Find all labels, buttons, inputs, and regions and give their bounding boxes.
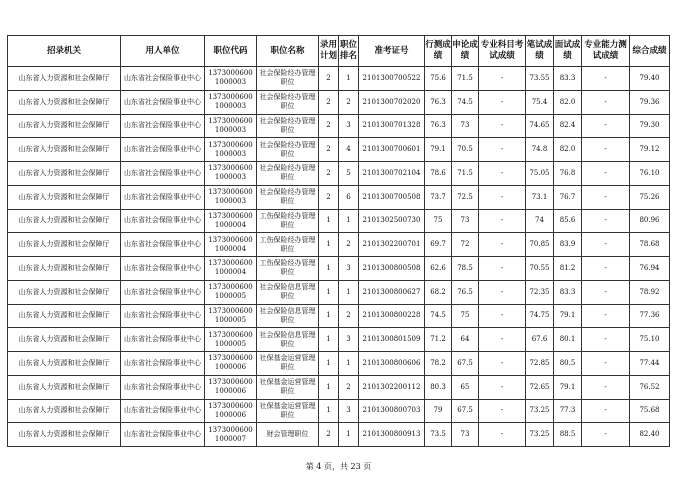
agency-cell: 山东省人力资源和社会保障厅 xyxy=(8,304,121,328)
interview-score-cell: 81.2 xyxy=(554,257,582,281)
total-score-cell: 82.40 xyxy=(630,423,670,447)
ability-score-cell: - xyxy=(582,114,630,138)
total-score-cell: 79.12 xyxy=(630,138,670,162)
score-table xyxy=(7,35,670,447)
table-row xyxy=(8,352,670,376)
position-rank-cell: 2 xyxy=(339,90,359,114)
ability-score-cell: - xyxy=(582,67,630,91)
shenlun-score-cell: 71.5 xyxy=(452,67,479,91)
unit-cell: 山东省社会保险事业中心 xyxy=(121,138,205,162)
unit-cell: 山东省社会保险事业中心 xyxy=(121,375,205,399)
position-rank-cell: 6 xyxy=(339,185,359,209)
unit-cell: 山东省社会保险事业中心 xyxy=(121,114,205,138)
interview-score-cell: 76.7 xyxy=(554,185,582,209)
position-name-cell: 社会保险经办管理职位 xyxy=(257,90,319,114)
shenlun-score-cell: 72 xyxy=(452,233,479,257)
position-code-cell: 1373000600 1000005 xyxy=(205,328,257,352)
total-score-cell: 79.30 xyxy=(630,114,670,138)
hiring-plan-cell: 1 xyxy=(319,399,339,423)
agency-cell: 山东省人力资源和社会保障厅 xyxy=(8,185,121,209)
shenlun-score-cell: 70.5 xyxy=(452,138,479,162)
unit-cell: 山东省社会保险事业中心 xyxy=(121,90,205,114)
xingce-score-cell: 71.2 xyxy=(425,328,452,352)
written-score-cell: 67.6 xyxy=(526,328,554,352)
table-row xyxy=(8,399,670,423)
total-score-cell: 78.68 xyxy=(630,233,670,257)
table-row xyxy=(8,114,670,138)
position-code-cell: 1373000600 1000007 xyxy=(205,423,257,447)
professional-score-cell: - xyxy=(479,138,526,162)
table-row xyxy=(8,304,670,328)
header-cell: 招录机关 xyxy=(8,36,121,67)
interview-score-cell: 79.1 xyxy=(554,304,582,328)
position-rank-cell: 1 xyxy=(339,67,359,91)
ability-score-cell: - xyxy=(582,375,630,399)
table-row xyxy=(8,90,670,114)
ticket-number-cell: 2101302500730 xyxy=(359,209,425,233)
interview-score-cell: 80.1 xyxy=(554,328,582,352)
ability-score-cell: - xyxy=(582,280,630,304)
position-rank-cell: 2 xyxy=(339,233,359,257)
total-score-cell: 77.44 xyxy=(630,352,670,376)
agency-cell: 山东省人力资源和社会保障厅 xyxy=(8,209,121,233)
xingce-score-cell: 79.1 xyxy=(425,138,452,162)
unit-cell: 山东省社会保险事业中心 xyxy=(121,280,205,304)
unit-cell: 山东省社会保险事业中心 xyxy=(121,162,205,186)
shenlun-score-cell: 75 xyxy=(452,304,479,328)
professional-score-cell: - xyxy=(479,185,526,209)
shenlun-score-cell: 74.5 xyxy=(452,90,479,114)
unit-cell: 山东省社会保险事业中心 xyxy=(121,185,205,209)
position-name-cell: 工伤保险经办管理职位 xyxy=(257,209,319,233)
table-row xyxy=(8,185,670,209)
agency-cell: 山东省人力资源和社会保障厅 xyxy=(8,90,121,114)
position-name-cell: 社保基金运营管理职位 xyxy=(257,352,319,376)
hiring-plan-cell: 1 xyxy=(319,233,339,257)
hiring-plan-cell: 1 xyxy=(319,375,339,399)
header-cell: 用人单位 xyxy=(121,36,205,67)
written-score-cell: 74.75 xyxy=(526,304,554,328)
header-cell: 面试成绩 xyxy=(554,36,582,67)
header-cell: 行测成绩 xyxy=(425,36,452,67)
hiring-plan-cell: 2 xyxy=(319,90,339,114)
position-code-cell: 1373000600 1000004 xyxy=(205,209,257,233)
xingce-score-cell: 75 xyxy=(425,209,452,233)
table-row xyxy=(8,423,670,447)
position-rank-cell: 2 xyxy=(339,304,359,328)
ability-score-cell: - xyxy=(582,352,630,376)
header-cell: 职位名称 xyxy=(257,36,319,67)
ability-score-cell: - xyxy=(582,304,630,328)
hiring-plan-cell: 1 xyxy=(319,257,339,281)
ability-score-cell: - xyxy=(582,423,630,447)
shenlun-score-cell: 73 xyxy=(452,114,479,138)
ticket-number-cell: 2101300800606 xyxy=(359,352,425,376)
agency-cell: 山东省人力资源和社会保障厅 xyxy=(8,328,121,352)
shenlun-score-cell: 67.5 xyxy=(452,352,479,376)
xingce-score-cell: 78.2 xyxy=(425,352,452,376)
unit-cell: 山东省社会保险事业中心 xyxy=(121,257,205,281)
professional-score-cell: - xyxy=(479,399,526,423)
header-cell: 综合成绩 xyxy=(630,36,670,67)
table-row xyxy=(8,67,670,91)
position-code-cell: 1373000600 1000006 xyxy=(205,375,257,399)
agency-cell: 山东省人力资源和社会保障厅 xyxy=(8,257,121,281)
ticket-number-cell: 2101300800703 xyxy=(359,399,425,423)
xingce-score-cell: 76.3 xyxy=(425,90,452,114)
written-score-cell: 72.35 xyxy=(526,280,554,304)
agency-cell: 山东省人力资源和社会保障厅 xyxy=(8,423,121,447)
position-code-cell: 1373000600 1000006 xyxy=(205,352,257,376)
xingce-score-cell: 78.6 xyxy=(425,162,452,186)
total-score-cell: 75.10 xyxy=(630,328,670,352)
position-code-cell: 1373000600 1000003 xyxy=(205,138,257,162)
position-rank-cell: 5 xyxy=(339,162,359,186)
unit-cell: 山东省社会保险事业中心 xyxy=(121,209,205,233)
agency-cell: 山东省人力资源和社会保障厅 xyxy=(8,280,121,304)
written-score-cell: 74 xyxy=(526,209,554,233)
xingce-score-cell: 76.3 xyxy=(425,114,452,138)
shenlun-score-cell: 76.5 xyxy=(452,280,479,304)
position-rank-cell: 1 xyxy=(339,423,359,447)
ticket-number-cell: 2101300701328 xyxy=(359,114,425,138)
ticket-number-cell: 2101300700522 xyxy=(359,67,425,91)
professional-score-cell: - xyxy=(479,67,526,91)
written-score-cell: 72.65 xyxy=(526,375,554,399)
agency-cell: 山东省人力资源和社会保障厅 xyxy=(8,352,121,376)
interview-score-cell: 82.0 xyxy=(554,90,582,114)
unit-cell: 山东省社会保险事业中心 xyxy=(121,233,205,257)
written-score-cell: 70.85 xyxy=(526,233,554,257)
header-cell: 录用计划 xyxy=(319,36,339,67)
written-score-cell: 73.25 xyxy=(526,399,554,423)
table-row xyxy=(8,328,670,352)
interview-score-cell: 76.8 xyxy=(554,162,582,186)
interview-score-cell: 80.5 xyxy=(554,352,582,376)
xingce-score-cell: 73.5 xyxy=(425,423,452,447)
header-cell: 专业能力测试成绩 xyxy=(582,36,630,67)
header-cell: 申论成绩 xyxy=(452,36,479,67)
position-name-cell: 社会保险经办管理职位 xyxy=(257,138,319,162)
xingce-score-cell: 79 xyxy=(425,399,452,423)
position-name-cell: 财会管理职位 xyxy=(257,423,319,447)
position-code-cell: 1373000600 1000003 xyxy=(205,114,257,138)
total-score-cell: 76.10 xyxy=(630,162,670,186)
position-rank-cell: 1 xyxy=(339,352,359,376)
position-name-cell: 社会保险经办管理职位 xyxy=(257,185,319,209)
ability-score-cell: - xyxy=(582,257,630,281)
professional-score-cell: - xyxy=(479,423,526,447)
ticket-number-cell: 2101300702104 xyxy=(359,162,425,186)
interview-score-cell: 85.6 xyxy=(554,209,582,233)
xingce-score-cell: 74.5 xyxy=(425,304,452,328)
total-score-cell: 79.40 xyxy=(630,67,670,91)
interview-score-cell: 83.3 xyxy=(554,280,582,304)
written-score-cell: 75.4 xyxy=(526,90,554,114)
ticket-number-cell: 2101300801509 xyxy=(359,328,425,352)
ability-score-cell: - xyxy=(582,328,630,352)
xingce-score-cell: 69.7 xyxy=(425,233,452,257)
table-row xyxy=(8,257,670,281)
written-score-cell: 73.55 xyxy=(526,67,554,91)
agency-cell: 山东省人力资源和社会保障厅 xyxy=(8,162,121,186)
ticket-number-cell: 2101300800913 xyxy=(359,423,425,447)
shenlun-score-cell: 67.5 xyxy=(452,399,479,423)
position-name-cell: 社会保险经办管理职位 xyxy=(257,114,319,138)
unit-cell: 山东省社会保险事业中心 xyxy=(121,423,205,447)
position-code-cell: 1373000600 1000003 xyxy=(205,90,257,114)
agency-cell: 山东省人力资源和社会保障厅 xyxy=(8,138,121,162)
hiring-plan-cell: 1 xyxy=(319,280,339,304)
agency-cell: 山东省人力资源和社会保障厅 xyxy=(8,114,121,138)
position-rank-cell: 3 xyxy=(339,257,359,281)
hiring-plan-cell: 1 xyxy=(319,328,339,352)
hiring-plan-cell: 1 xyxy=(319,304,339,328)
written-score-cell: 73.25 xyxy=(526,423,554,447)
shenlun-score-cell: 65 xyxy=(452,375,479,399)
unit-cell: 山东省社会保险事业中心 xyxy=(121,67,205,91)
total-score-cell: 75.26 xyxy=(630,185,670,209)
ability-score-cell: - xyxy=(582,90,630,114)
header-cell: 专业科目考试成绩 xyxy=(479,36,526,67)
written-score-cell: 75.05 xyxy=(526,162,554,186)
ticket-number-cell: 2101300800627 xyxy=(359,280,425,304)
agency-cell: 山东省人力资源和社会保障厅 xyxy=(8,233,121,257)
professional-score-cell: - xyxy=(479,328,526,352)
position-name-cell: 社会保险信息管理职位 xyxy=(257,280,319,304)
ability-score-cell: - xyxy=(582,138,630,162)
ability-score-cell: - xyxy=(582,162,630,186)
ticket-number-cell: 2101302200112 xyxy=(359,375,425,399)
table-body xyxy=(8,67,670,447)
position-name-cell: 社会保险信息管理职位 xyxy=(257,328,319,352)
position-name-cell: 工伤保险经办管理职位 xyxy=(257,257,319,281)
hiring-plan-cell: 2 xyxy=(319,185,339,209)
interview-score-cell: 82.0 xyxy=(554,138,582,162)
position-code-cell: 1373000600 1000004 xyxy=(205,233,257,257)
position-code-cell: 1373000600 1000003 xyxy=(205,185,257,209)
position-name-cell: 社会保险信息管理职位 xyxy=(257,304,319,328)
professional-score-cell: - xyxy=(479,233,526,257)
professional-score-cell: - xyxy=(479,257,526,281)
xingce-score-cell: 68.2 xyxy=(425,280,452,304)
position-code-cell: 1373000600 1000003 xyxy=(205,67,257,91)
position-name-cell: 社保基金运营管理职位 xyxy=(257,399,319,423)
interview-score-cell: 83.9 xyxy=(554,233,582,257)
hiring-plan-cell: 2 xyxy=(319,423,339,447)
interview-score-cell: 79.1 xyxy=(554,375,582,399)
ability-score-cell: - xyxy=(582,185,630,209)
position-rank-cell: 3 xyxy=(339,114,359,138)
interview-score-cell: 88.5 xyxy=(554,423,582,447)
agency-cell: 山东省人力资源和社会保障厅 xyxy=(8,399,121,423)
shenlun-score-cell: 73 xyxy=(452,423,479,447)
written-score-cell: 70.55 xyxy=(526,257,554,281)
position-rank-cell: 3 xyxy=(339,399,359,423)
table-row xyxy=(8,162,670,186)
header-cell: 笔试成绩 xyxy=(526,36,554,67)
unit-cell: 山东省社会保险事业中心 xyxy=(121,304,205,328)
professional-score-cell: - xyxy=(479,114,526,138)
position-code-cell: 1373000600 1000003 xyxy=(205,162,257,186)
total-score-cell: 76.94 xyxy=(630,257,670,281)
position-code-cell: 1373000600 1000005 xyxy=(205,304,257,328)
position-rank-cell: 1 xyxy=(339,280,359,304)
ticket-number-cell: 2101302200701 xyxy=(359,233,425,257)
ability-score-cell: - xyxy=(582,399,630,423)
ticket-number-cell: 2101300800228 xyxy=(359,304,425,328)
position-rank-cell: 4 xyxy=(339,138,359,162)
hiring-plan-cell: 2 xyxy=(319,162,339,186)
header-cell: 准考证号 xyxy=(359,36,425,67)
hiring-plan-cell: 2 xyxy=(319,114,339,138)
position-code-cell: 1373000600 1000004 xyxy=(205,257,257,281)
agency-cell: 山东省人力资源和社会保障厅 xyxy=(8,67,121,91)
table-row xyxy=(8,209,670,233)
unit-cell: 山东省社会保险事业中心 xyxy=(121,328,205,352)
position-rank-cell: 2 xyxy=(339,375,359,399)
header-cell: 职位代码 xyxy=(205,36,257,67)
written-score-cell: 72.85 xyxy=(526,352,554,376)
professional-score-cell: - xyxy=(479,162,526,186)
professional-score-cell: - xyxy=(479,352,526,376)
total-score-cell: 79.36 xyxy=(630,90,670,114)
hiring-plan-cell: 2 xyxy=(319,138,339,162)
professional-score-cell: - xyxy=(479,209,526,233)
ability-score-cell: - xyxy=(582,209,630,233)
unit-cell: 山东省社会保险事业中心 xyxy=(121,399,205,423)
ticket-number-cell: 2101300800508 xyxy=(359,257,425,281)
header-cell: 职位排名 xyxy=(339,36,359,67)
total-score-cell: 76.52 xyxy=(630,375,670,399)
ability-score-cell: - xyxy=(582,233,630,257)
hiring-plan-cell: 2 xyxy=(319,67,339,91)
position-name-cell: 社会保险经办管理职位 xyxy=(257,162,319,186)
table-row xyxy=(8,280,670,304)
ticket-number-cell: 2101300702020 xyxy=(359,90,425,114)
position-code-cell: 1373000600 1000005 xyxy=(205,280,257,304)
xingce-score-cell: 80.3 xyxy=(425,375,452,399)
header-row xyxy=(8,36,670,67)
position-code-cell: 1373000600 1000006 xyxy=(205,399,257,423)
hiring-plan-cell: 1 xyxy=(319,209,339,233)
written-score-cell: 73.1 xyxy=(526,185,554,209)
shenlun-score-cell: 71.5 xyxy=(452,162,479,186)
position-name-cell: 社会保险经办管理职位 xyxy=(257,67,319,91)
position-name-cell: 工伤保险经办管理职位 xyxy=(257,233,319,257)
interview-score-cell: 83.3 xyxy=(554,67,582,91)
shenlun-score-cell: 78.5 xyxy=(452,257,479,281)
ticket-number-cell: 2101300700508 xyxy=(359,185,425,209)
professional-score-cell: - xyxy=(479,90,526,114)
table-row xyxy=(8,233,670,257)
agency-cell: 山东省人力资源和社会保障厅 xyxy=(8,375,121,399)
interview-score-cell: 77.3 xyxy=(554,399,582,423)
written-score-cell: 74.65 xyxy=(526,114,554,138)
position-name-cell: 社保基金运营管理职位 xyxy=(257,375,319,399)
position-rank-cell: 1 xyxy=(339,209,359,233)
shenlun-score-cell: 73 xyxy=(452,209,479,233)
professional-score-cell: - xyxy=(479,375,526,399)
table-row xyxy=(8,375,670,399)
professional-score-cell: - xyxy=(479,304,526,328)
unit-cell: 山东省社会保险事业中心 xyxy=(121,352,205,376)
xingce-score-cell: 73.7 xyxy=(425,185,452,209)
interview-score-cell: 82.4 xyxy=(554,114,582,138)
position-rank-cell: 3 xyxy=(339,328,359,352)
total-score-cell: 80.96 xyxy=(630,209,670,233)
professional-score-cell: - xyxy=(479,280,526,304)
xingce-score-cell: 75.6 xyxy=(425,67,452,91)
total-score-cell: 78.92 xyxy=(630,280,670,304)
total-score-cell: 77.36 xyxy=(630,304,670,328)
shenlun-score-cell: 64 xyxy=(452,328,479,352)
page-footer: 第 4 页，共 23 页 xyxy=(305,462,372,471)
total-score-cell: 75.68 xyxy=(630,399,670,423)
ticket-number-cell: 2101300700601 xyxy=(359,138,425,162)
hiring-plan-cell: 1 xyxy=(319,352,339,376)
written-score-cell: 74.8 xyxy=(526,138,554,162)
shenlun-score-cell: 72.5 xyxy=(452,185,479,209)
table-row xyxy=(8,138,670,162)
xingce-score-cell: 62.6 xyxy=(425,257,452,281)
